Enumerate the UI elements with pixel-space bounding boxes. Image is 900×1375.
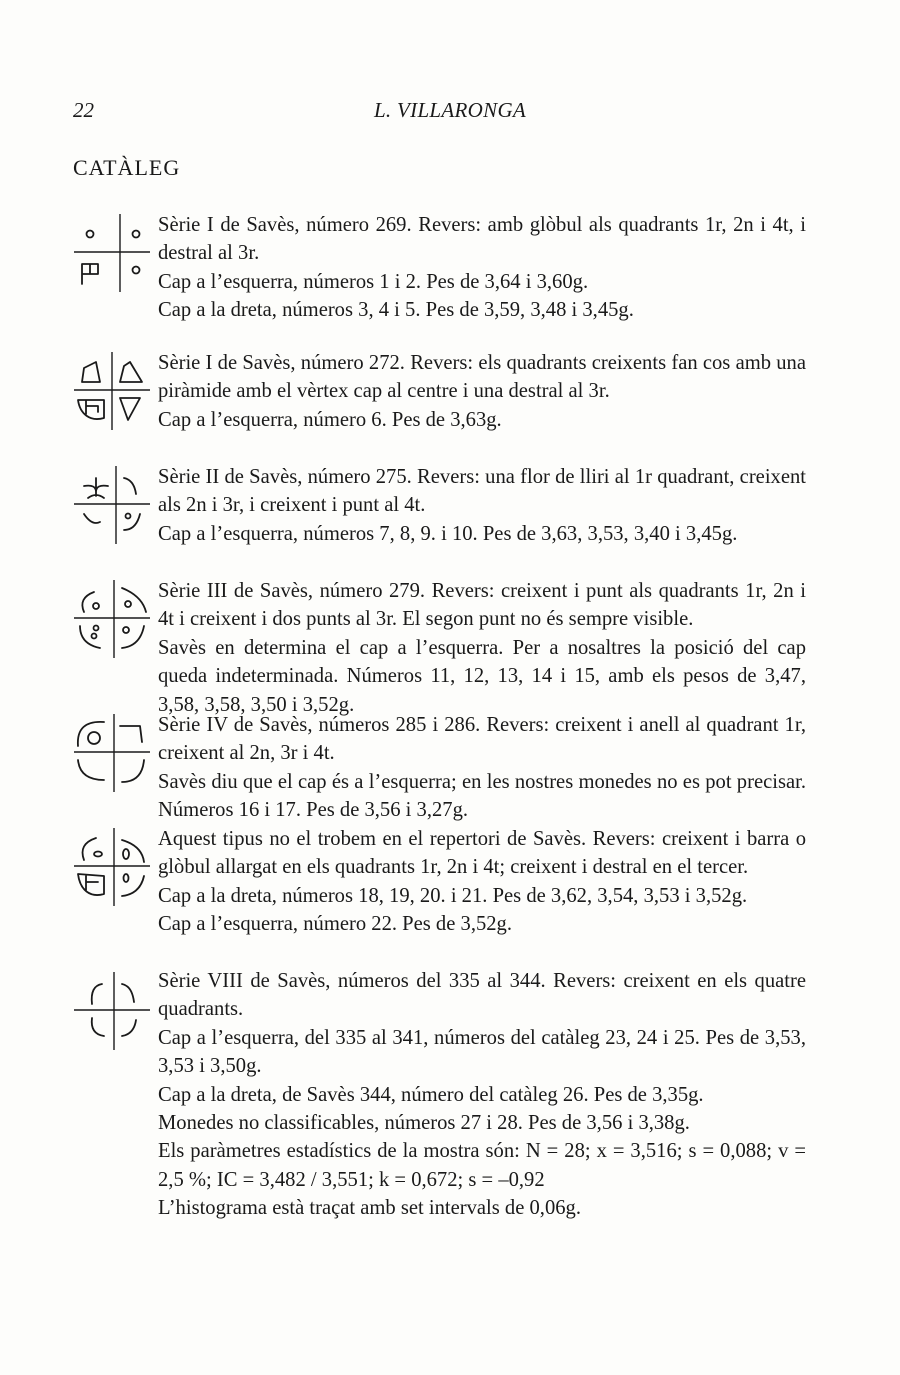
entry-paragraph: Cap a l’esquerra, números 7, 8, 9. i 10. Pes de 3,63, 3,53, 3,40 i 3,45g. (158, 522, 738, 545)
entry-paragraph: L’histograma està traçat amb set intervals de 0,06g. (158, 1197, 581, 1220)
entry-paragraph: Sèrie I de Savès, número 269. Revers: amb glòbul als quadrants 1r, 2n i 4t, i destral al 3r. (158, 214, 806, 265)
page-number: 22 (73, 98, 94, 122)
coin-reverse-four-crescents-icon (70, 970, 152, 1052)
entry-paragraph: Monedes no classificables, números 27 i 28. Pes de 3,56 i 3,38g. (158, 1112, 690, 1135)
entry-paragraph: Cap a la dreta, números 18, 19, 20. i 21. Pes de 3,62, 3,54, 3,53 i 3,52g. (158, 884, 748, 907)
entry-paragraph: Savès en determina el cap a l’esquerra. Per a nosaltres la posició del cap queda indeterminada. Números 11, 12, 13, 14 i 15, amb els pesos de 3,47, 3,58, 3,58, 3,50 i 3,52g. (158, 636, 806, 716)
entry-paragraph: Sèrie VIII de Savès, números del 335 al 344. Revers: creixent en els quatre quadrants. (158, 970, 806, 1021)
catalog-entry (158, 463, 806, 548)
entry-paragraph: Savès diu que el cap és a l’esquerra; en les nostres monedes no es pot precisar. Números 16 i 17. Pes de 3,56 i 3,27g. (158, 770, 806, 822)
catalog-entry (158, 211, 806, 325)
entry-paragraph: Sèrie III de Savès, número 279. Revers: creixent i punt als quadrants 1r, 2n i 4t i creixent i dos punts al 3r. El segon punt no és sempre visible. (158, 580, 806, 631)
entry-paragraph: Cap a la dreta, números 3, 4 i 5. Pes de 3,59, 3,48 i 3,45g. (158, 299, 634, 322)
coin-reverse-pyramids-axe-icon (70, 350, 152, 432)
coin-reverse-crescent-bar-axe-icon (70, 826, 152, 908)
entry-paragraph: Els paràmetres estadístics de la mostra són: N = 28; x = 3,516; s = 0,088; v = 2,5 %; IC = 3,482 / 3,551; k = 0,672; s = –0,92 (158, 1140, 806, 1191)
section-title: CATÀLEG (73, 155, 181, 180)
entry-paragraph: Cap a l’esquerra, números 1 i 2. Pes de 3,64 i 3,60g. (158, 270, 589, 293)
catalog-entry (158, 967, 806, 1223)
catalog-entry (158, 349, 806, 434)
entry-paragraph: Sèrie I de Savès, número 272. Revers: els quadrants creixents fan cos amb una piràmide amb el vèrtex cap al centre i una destral al 3r. (158, 352, 806, 403)
entry-paragraph: Cap a l’esquerra, número 6. Pes de 3,63g. (158, 408, 502, 431)
entry-paragraph: Cap a la dreta, de Savès 344, número del catàleg 26. Pes de 3,35g. (158, 1083, 704, 1106)
entry-paragraph: Sèrie IV de Savès, números 285 i 286. Revers: creixent i anell al quadrant 1r, creixent al 2n, 3r i 4t. (158, 714, 806, 765)
catalog-entry (158, 711, 806, 825)
coin-reverse-crescent-ring-icon (70, 712, 152, 794)
entry-paragraph: Aquest tipus no el trobem en el repertori de Savès. Revers: creixent i barra o glòbul allargat en els quadrants 1r, 2n i 4t; creixent i destral en el tercer. (158, 828, 806, 879)
entry-paragraph: Cap a l’esquerra, del 335 al 341, números del catàleg 23, 24 i 25. Pes de 3,53, 3,53 i 3,50g. (158, 1026, 806, 1078)
coin-reverse-crescent-dots-icon (70, 578, 152, 660)
running-header-author: L. VILLARONGA (373, 98, 527, 122)
coin-reverse-lily-crescents-icon (70, 464, 152, 546)
entry-paragraph: Cap a l’esquerra, número 22. Pes de 3,52g. (158, 913, 513, 936)
entry-paragraph: Sèrie II de Savès, número 275. Revers: una flor de lliri al 1r quadrant, creixent als 2n i 3r, i creixent i punt al 4t. (158, 466, 806, 517)
catalog-entry (158, 825, 806, 939)
coin-reverse-dots-axe-icon (70, 212, 152, 294)
catalog-entry (158, 577, 806, 719)
